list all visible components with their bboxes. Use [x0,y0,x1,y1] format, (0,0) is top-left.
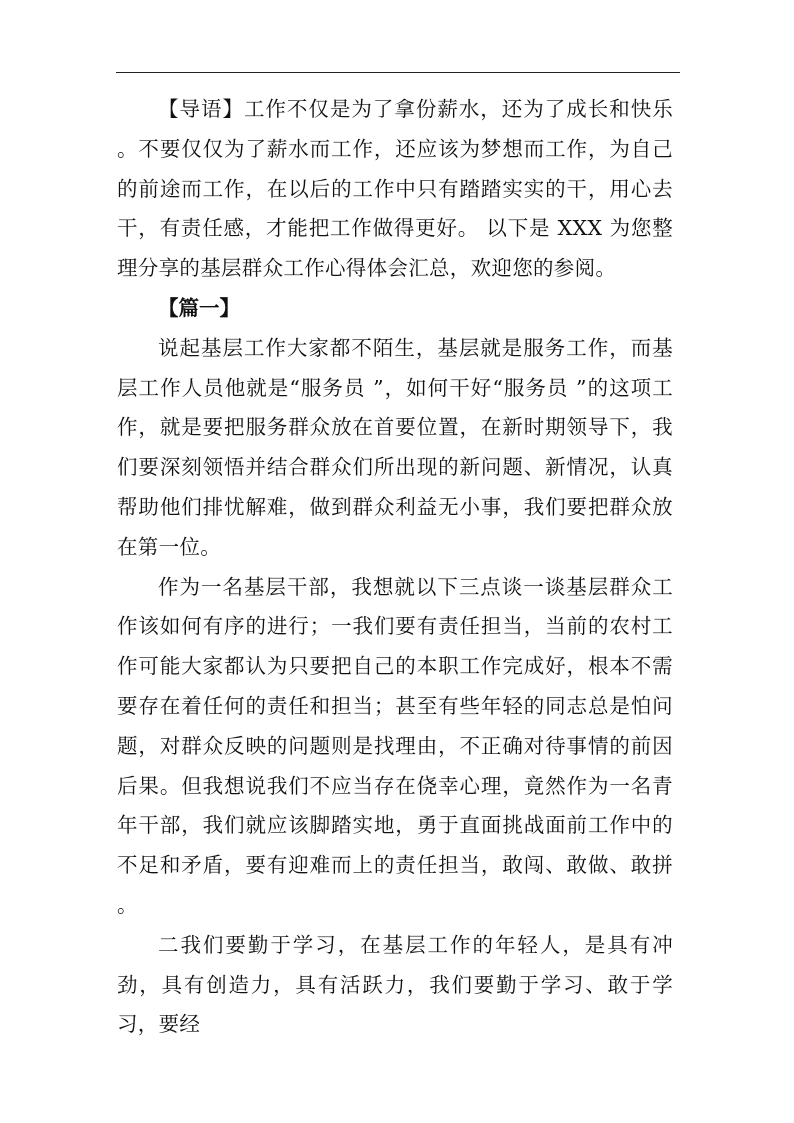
header-rule [116,72,680,73]
document-body [117,90,673,1045]
section-heading: 【篇一】 [158,295,240,320]
body-paragraph-2: 作为一名基层干部，我想就以下三点谈一谈基层群众工作该如何有序的进行；一我们要有责任担当，当前的农村工作可能大家都认为只要把自己的本职工作完成好，根本不需要存在着任何的责任和担当；甚至有些年轻的同志总是怕问题，对群众反映的问题则是找理由，不正确对待事情的前因后果。但我想说我们不应当存在侥幸心理，竟然作为一名青年干部，我们就应该脚踏实地，勇于直面挑战面前工作中的不足和矛盾，要有迎难而上的责任担当，敢闯、敢做、敢拼 。 [117,574,673,917]
body-paragraph-3: 二我们要勤于学习，在基层工作的年轻人，是具有冲劲，具有创造力，具有活跃力，我们要勤于学习、敢于学习，要经 [117,932,673,1037]
body-paragraph-1: 说起基层工作大家都不陌生，基层就是服务工作，而基层工作人员他就是“服务员 ”，如何干好“服务员 ”的这项工作，就是要把服务群众放在首要位置，在新时期领导下，我们要深刻领悟并结合群众们所出现的新问题、新情况，认真帮助他们排忧解难，做到群众利益无小事，我们要把群众放在第一位。 [117,335,673,559]
intro-paragraph: 【导语】工作不仅是为了拿份薪水，还为了成长和快乐 。不要仅仅为了薪水而工作，还应该为梦想而工作，为自己的前途而工作，在以后的工作中只有踏踏实实的干，用心去干，有责任感，才能把工作做得更好。 以下是 XXX 为您整理分享的基层群众工作心得体会汇总，欢迎您的参阅。 [117,97,673,281]
